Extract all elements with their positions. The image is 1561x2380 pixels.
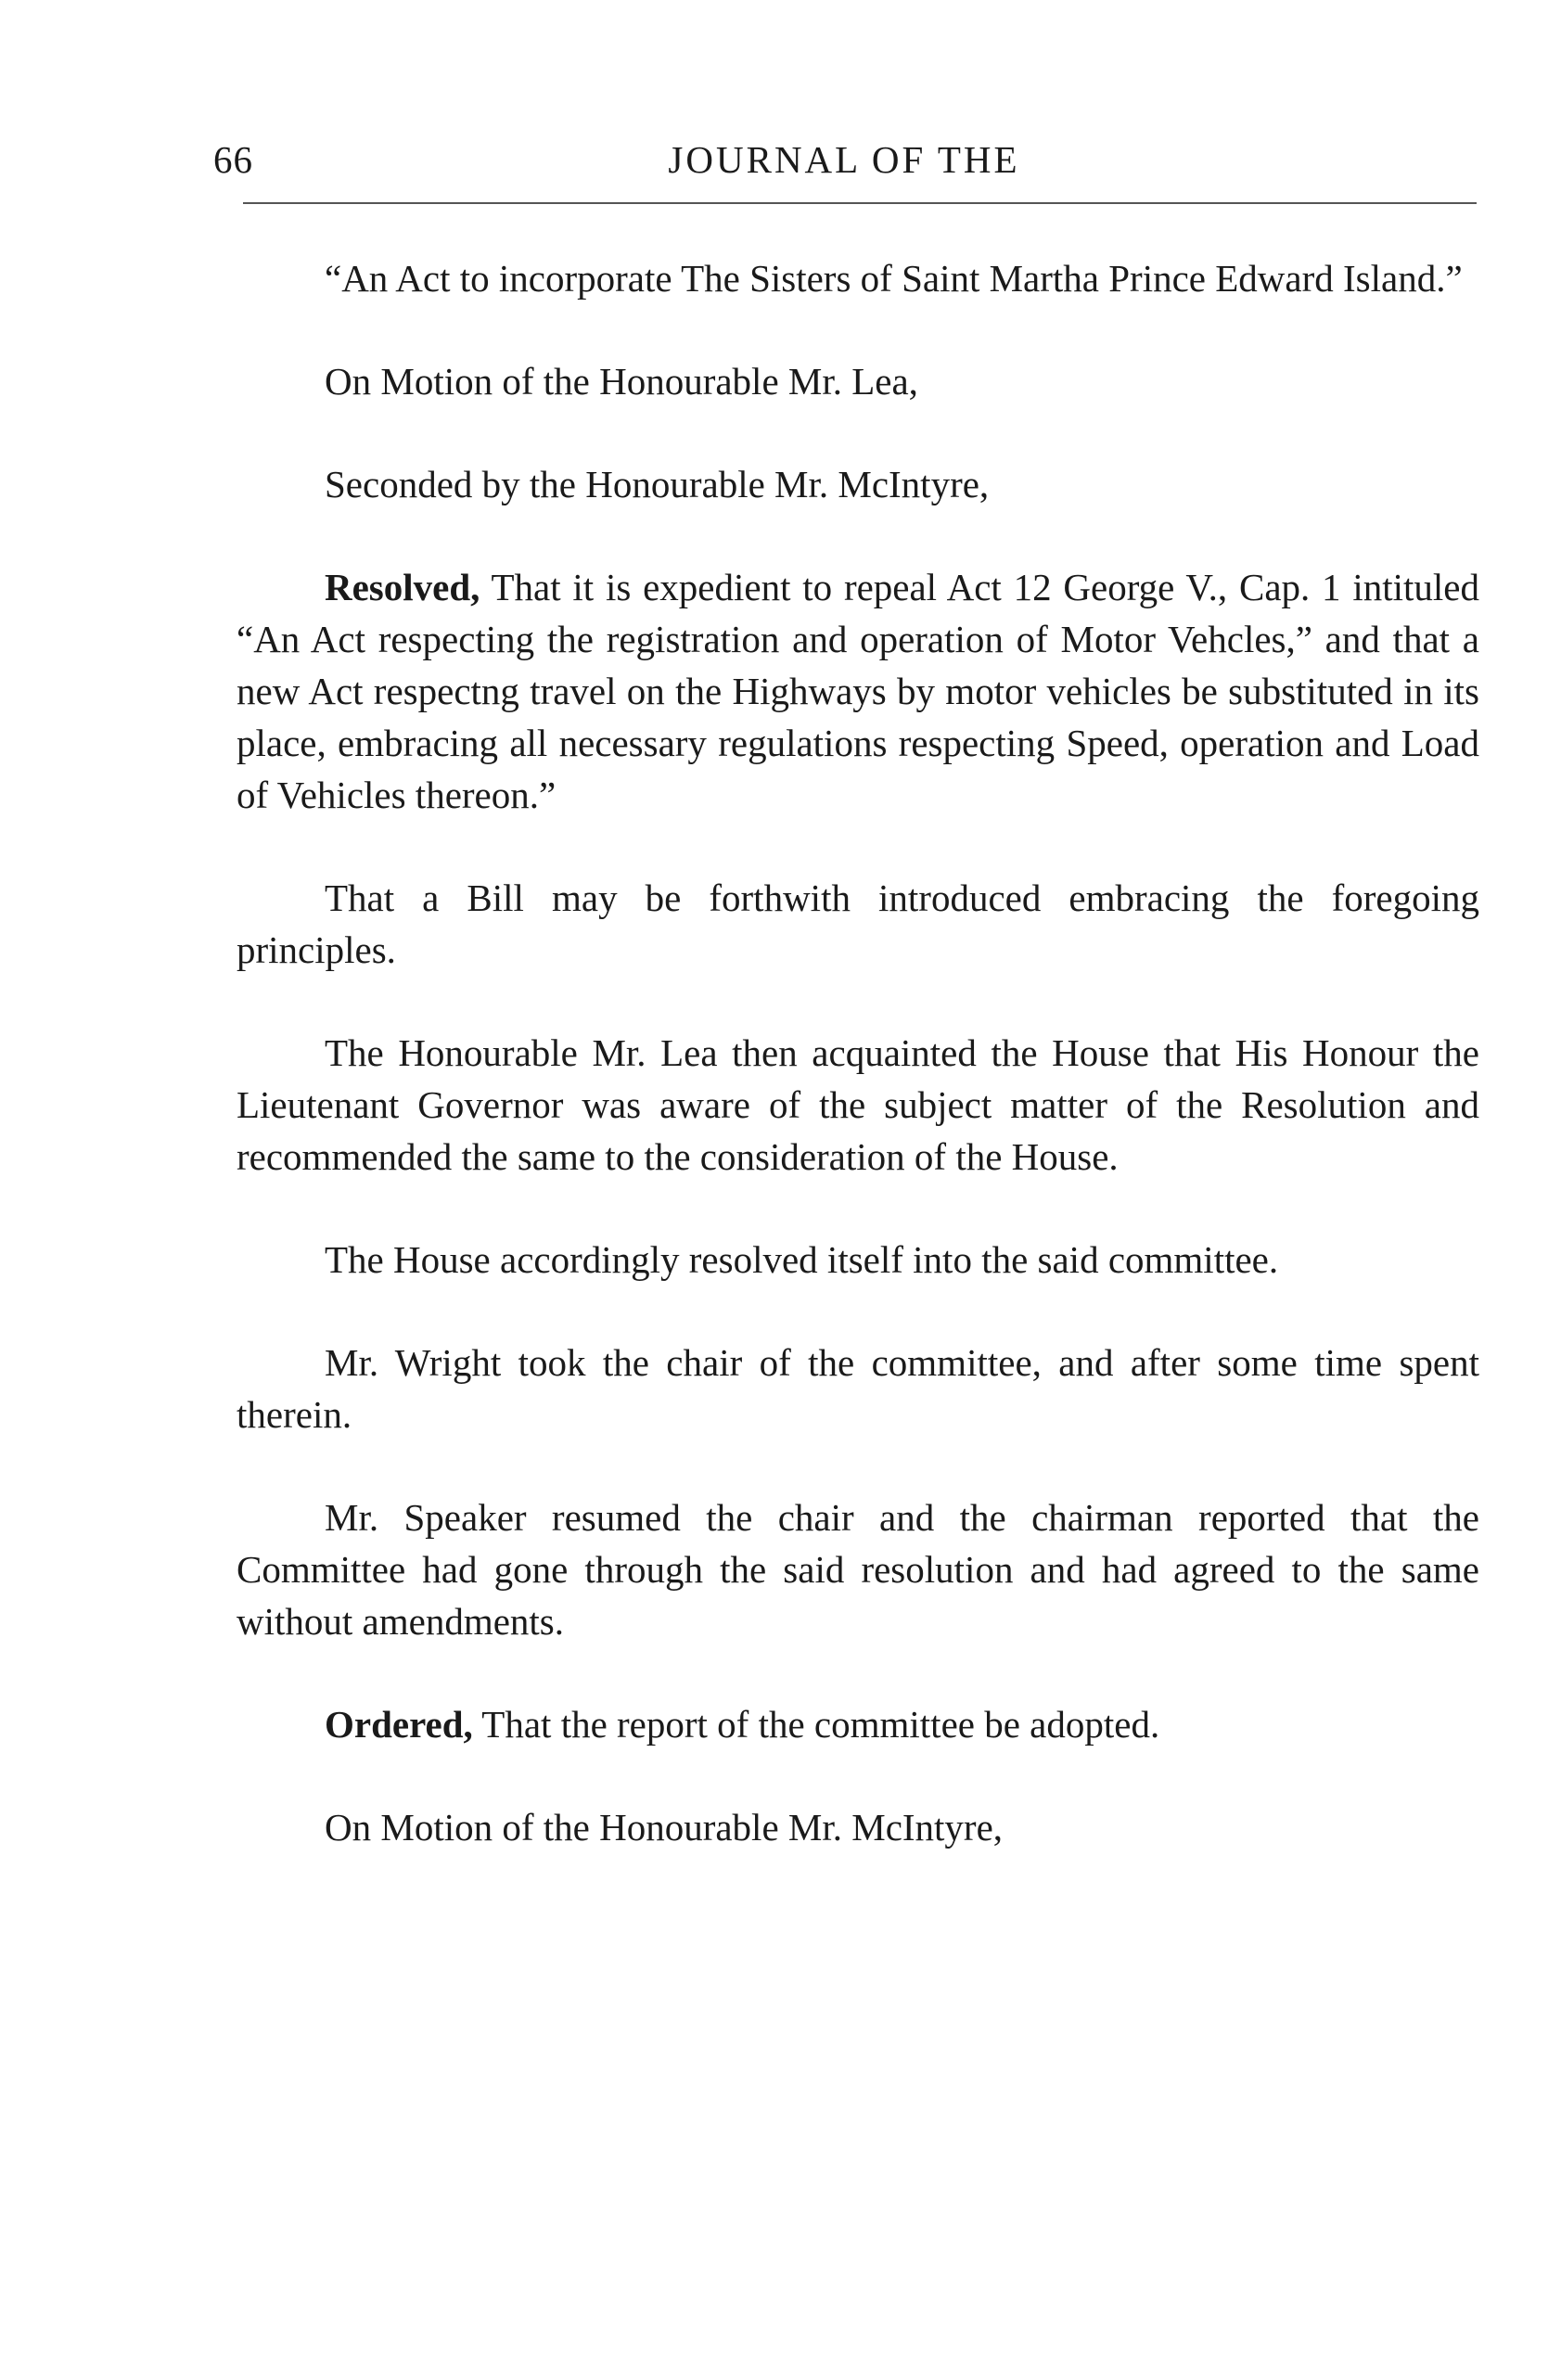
paragraph-chair: Mr. Wright took the chair of the committee, and after some time spent therein. (237, 1341, 1479, 1436)
paragraph-acquainted: The Honourable Mr. Lea then acquainted the House that His Honour the Lieutenant Governor was aware of the subject matter of the Resolution and recommended the same to the consideration of the House. (237, 1031, 1479, 1178)
page-number: 66 (213, 138, 253, 181)
header-rule (243, 202, 1477, 204)
paragraph-ordered (237, 1698, 1479, 1750)
paragraph-motion-final: On Motion of the Honourable Mr. McIntyre, (325, 1806, 1004, 1849)
paragraph-bill: That a Bill may be forthwith introduced embracing the foregoing principles. (237, 877, 1479, 971)
paragraph-motion: On Motion of the Honourable Mr. Lea, (325, 360, 918, 403)
paragraph-report: Mr. Speaker resumed the chair and the chairman reported that the Committee had gone through the said resolution and had agreed to the same without amendments. (237, 1496, 1479, 1643)
resolved-text: That it is expedient to repeal Act 12 George V., Cap. 1 intituled “An Act respecting the registration and operation of Motor Vehcles,” and that a new Act respectng travel on the Highways by motor vehicles be substituted in its place, embracing all necessary regulations respecting Speed, operation and Load of Vehicles thereon.” (237, 566, 1479, 816)
paragraph-committee: The House accordingly resolved itself into the said committee. (325, 1238, 1279, 1281)
paragraph-seconded: Seconded by the Honourable Mr. McIntyre, (325, 463, 990, 505)
resolved-lead: Resolved, (325, 566, 480, 608)
page-header (213, 137, 1475, 193)
page-body (237, 252, 1479, 1853)
running-head: JOURNAL OF THE (668, 138, 1020, 181)
ordered-text: That the report of the committee be adopted. (472, 1703, 1160, 1746)
ordered-lead: Ordered, (325, 1703, 473, 1746)
paragraph-resolved (237, 561, 1479, 821)
paragraph-act-title: “An Act to incorporate The Sisters of Saint Martha Prince Edward Island.” (325, 257, 1463, 300)
